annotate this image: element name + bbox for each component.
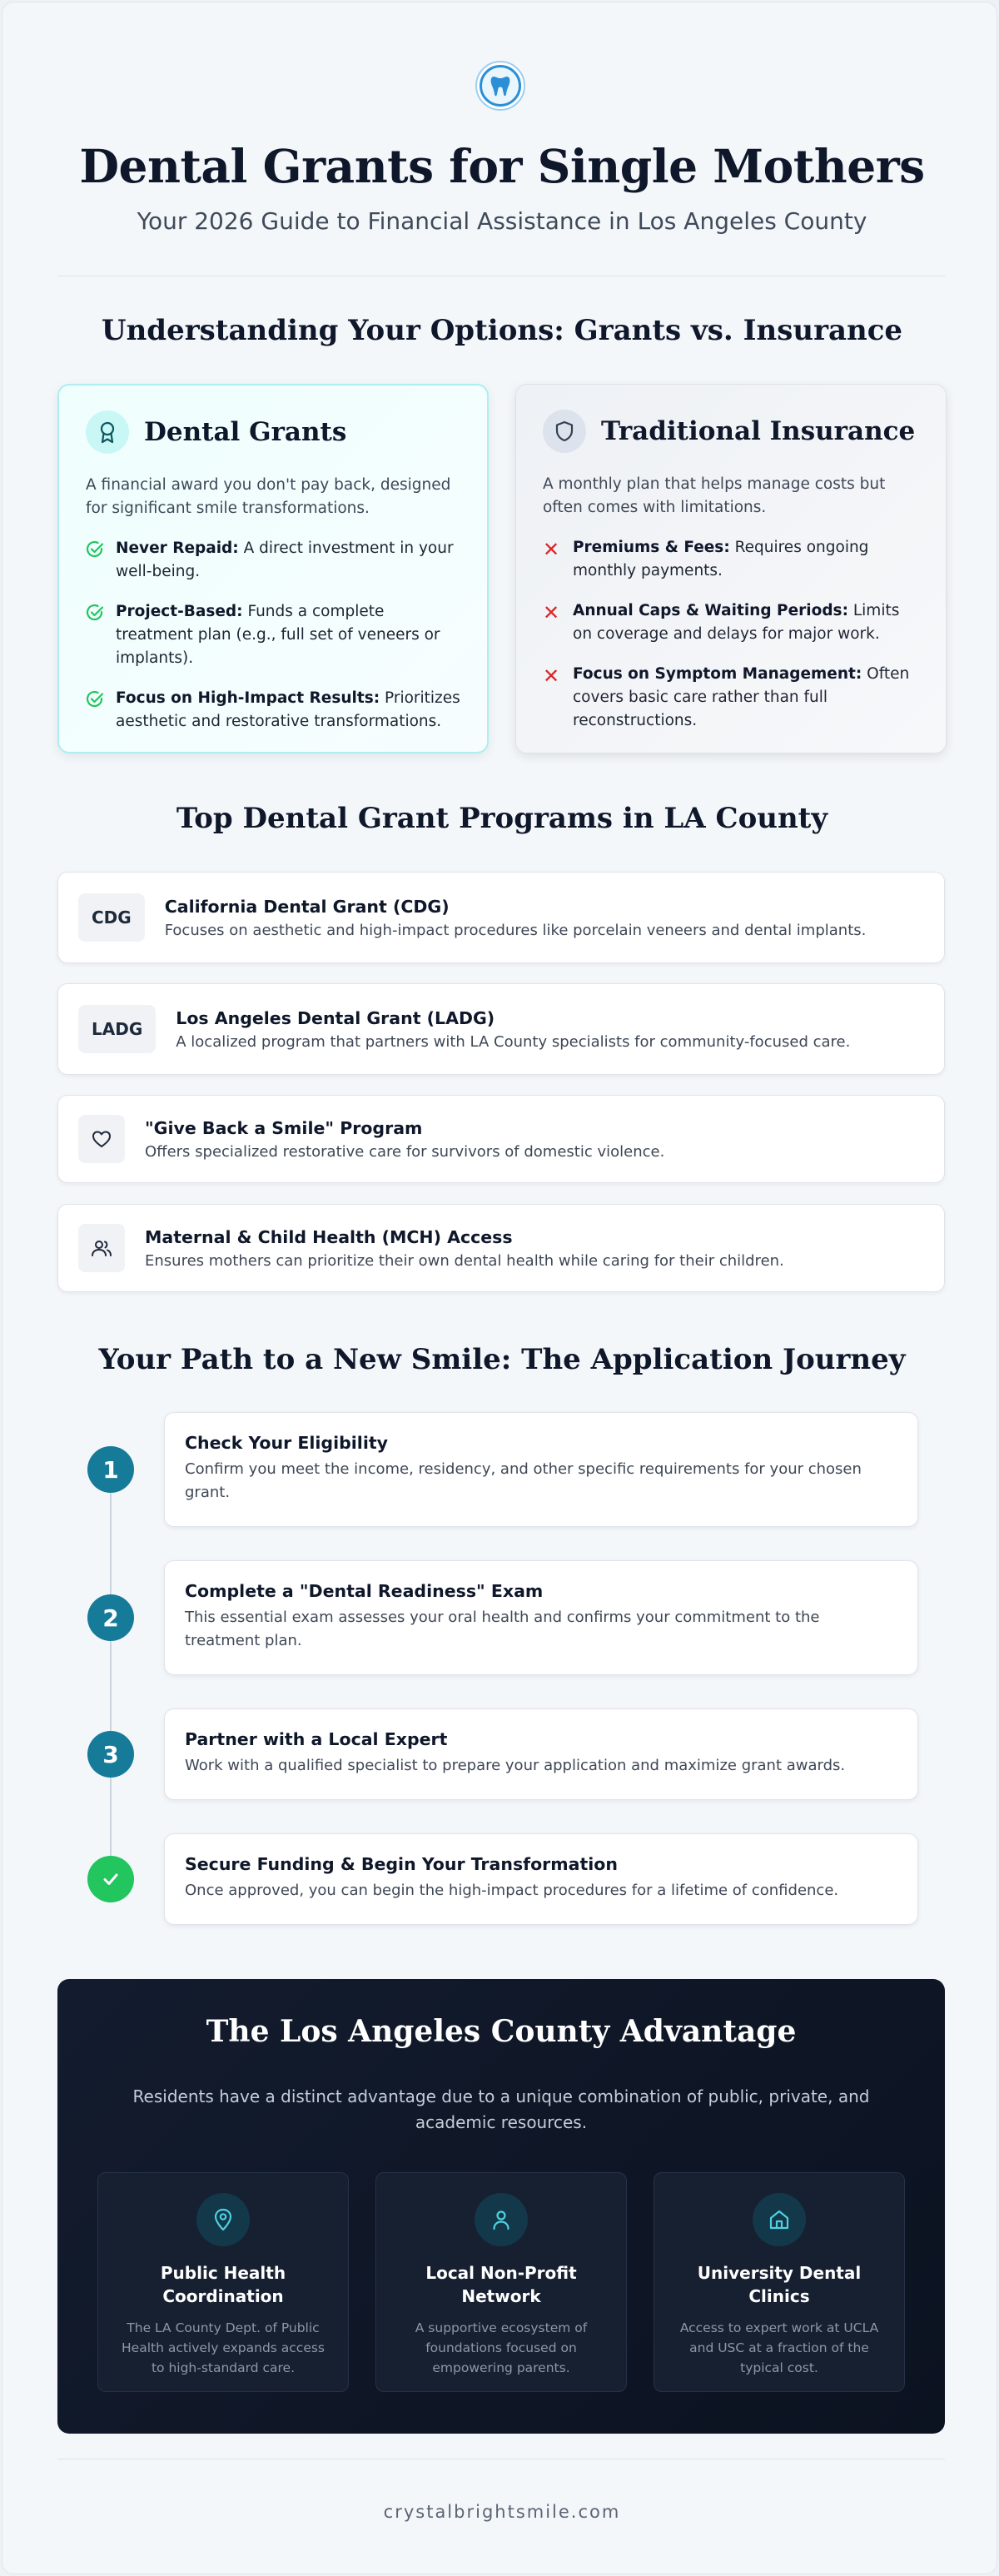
shield-icon (543, 410, 586, 453)
program-card (57, 983, 945, 1075)
user-icon (475, 2193, 528, 2246)
advantage-heading: The Los Angeles County Advantage (206, 2014, 797, 2049)
insurance-feature (543, 536, 919, 583)
tooth-icon (480, 65, 521, 107)
program-card (57, 872, 945, 963)
home-icon (753, 2193, 806, 2246)
program-description: Offers specialized restorative care for survivors of domestic violence. (145, 1142, 665, 1161)
page-subtitle: Your 2026 Guide to Financial Assistance in Los Angeles County (137, 207, 867, 235)
programs-heading: Top Dental Grant Programs in LA County (176, 802, 828, 835)
feature-text: Funds a complete treatment plan (e.g., full set of veneers or implants). (116, 603, 440, 667)
advantage-card-description: A supportive ecosystem of foundations focused on empowering parents. (415, 2320, 588, 2375)
step-title: Complete a "Dental Readiness" Exam (185, 1581, 544, 1601)
advantage-card-description: The LA County Dept. of Public Health actively expands access to high-standard care. (122, 2320, 326, 2375)
program-card (57, 1204, 945, 1292)
timeline-line (110, 1470, 112, 1877)
grants-feature (86, 687, 460, 734)
insurance-description: A monthly plan that helps manage costs but often comes with limitations. (543, 475, 886, 516)
options-heading: Understanding Your Options: Grants vs. Insurance (101, 314, 903, 347)
check-icon (87, 1856, 134, 1902)
advantage-card-title: University Dental Clinics (697, 2263, 862, 2306)
feature-label: Focus on Symptom Management: (573, 665, 862, 683)
page-title: Dental Grants for Single Mothers (79, 139, 925, 193)
advantage-card (97, 2172, 349, 2392)
step-description: This essential exam assesses your oral health and confirms your commitment to the treatment plan. (185, 1609, 820, 1649)
step-description: Once approved, you can begin the high-impact procedures for a lifetime of confidence. (185, 1882, 839, 1899)
advantage-card-title: Local Non-Profit Network (425, 2263, 577, 2306)
check-circle-icon (86, 687, 106, 734)
footer-domain[interactable]: crystalbrightsmile.com (383, 2502, 621, 2522)
program-name: "Give Back a Smile" Program (145, 1117, 423, 1138)
heart-icon (78, 1115, 125, 1163)
feature-label: Project-Based: (116, 603, 243, 620)
journey-heading: Your Path to a New Smile: The Application Journey (98, 1343, 906, 1376)
grants-feature (86, 600, 460, 670)
program-card (57, 1095, 945, 1183)
insurance-feature (543, 599, 919, 646)
feature-text: Requires ongoing monthly payments. (573, 539, 869, 579)
program-badge: CDG (78, 893, 145, 942)
logo (475, 61, 525, 111)
program-name: California Dental Grant (CDG) (164, 896, 450, 917)
feature-label: Annual Caps & Waiting Periods: (573, 602, 848, 619)
advantage-card (654, 2172, 905, 2392)
program-description: Focuses on aesthetic and high-impact procedures like porcelain veneers and dental implants. (164, 921, 867, 939)
program-description: A localized program that partners with LA County specialists for community-focused care. (176, 1032, 851, 1051)
grants-title: Dental Grants (144, 417, 347, 447)
step-number: 1 (87, 1446, 134, 1493)
step-card (164, 1412, 918, 1527)
feature-text: Often covers basic care rather than full reconstructions. (573, 665, 910, 729)
step-description: Work with a qualified specialist to prepare your application and maximize grant awards. (185, 1757, 846, 1774)
step-title: Check Your Eligibility (185, 1433, 389, 1453)
step-card (164, 1560, 918, 1675)
grants-card (57, 384, 489, 753)
users-icon (78, 1224, 125, 1272)
advantage-card-title: Public Health Coordination (160, 2263, 286, 2306)
feature-text: Prioritizes aesthetic and restorative transformations. (116, 689, 460, 730)
program-description: Ensures mothers can prioritize their own dental health while caring for their children. (145, 1251, 784, 1270)
advantage-section (57, 1979, 945, 2434)
insurance-feature (543, 663, 919, 733)
x-icon: ✕ (543, 601, 560, 624)
grants-description: A financial award you don't pay back, designed for significant smile transformations. (86, 476, 451, 517)
feature-text: A direct investment in your well-being. (116, 540, 454, 580)
check-circle-icon (86, 537, 106, 584)
program-name: Los Angeles Dental Grant (LADG) (176, 1007, 495, 1028)
step-description: Confirm you meet the income, residency, and other specific requirements for your chosen grant. (185, 1460, 862, 1501)
step-title: Secure Funding & Begin Your Transformation (185, 1854, 618, 1874)
x-icon: ✕ (543, 664, 560, 688)
advantage-text: Residents have a distinct advantage due to a unique combination of public, private, and academic resources. (132, 2086, 870, 2132)
step-card (164, 1708, 918, 1800)
advantage-card (375, 2172, 627, 2392)
map-pin-icon (196, 2193, 250, 2246)
step-title: Partner with a Local Expert (185, 1729, 448, 1749)
program-badge: LADG (78, 1005, 156, 1053)
grants-feature (86, 537, 460, 584)
step-number: 3 (87, 1731, 134, 1778)
award-icon (86, 410, 129, 454)
feature-label: Focus on High-Impact Results: (116, 689, 380, 707)
infographic-page (2, 2, 997, 2574)
feature-label: Never Repaid: (116, 540, 239, 557)
step-number: 2 (87, 1594, 134, 1641)
step-card (164, 1833, 918, 1925)
insurance-title: Traditional Insurance (601, 416, 916, 446)
advantage-card-description: Access to expert work at UCLA and USC at a fraction of the typical cost. (679, 2320, 879, 2375)
insurance-card (515, 384, 947, 753)
feature-text: Limits on coverage and delays for major work. (573, 602, 900, 643)
program-name: Maternal & Child Health (MCH) Access (145, 1226, 513, 1247)
x-icon: ✕ (543, 538, 560, 561)
feature-label: Premiums & Fees: (573, 539, 730, 556)
check-circle-icon (86, 600, 106, 670)
